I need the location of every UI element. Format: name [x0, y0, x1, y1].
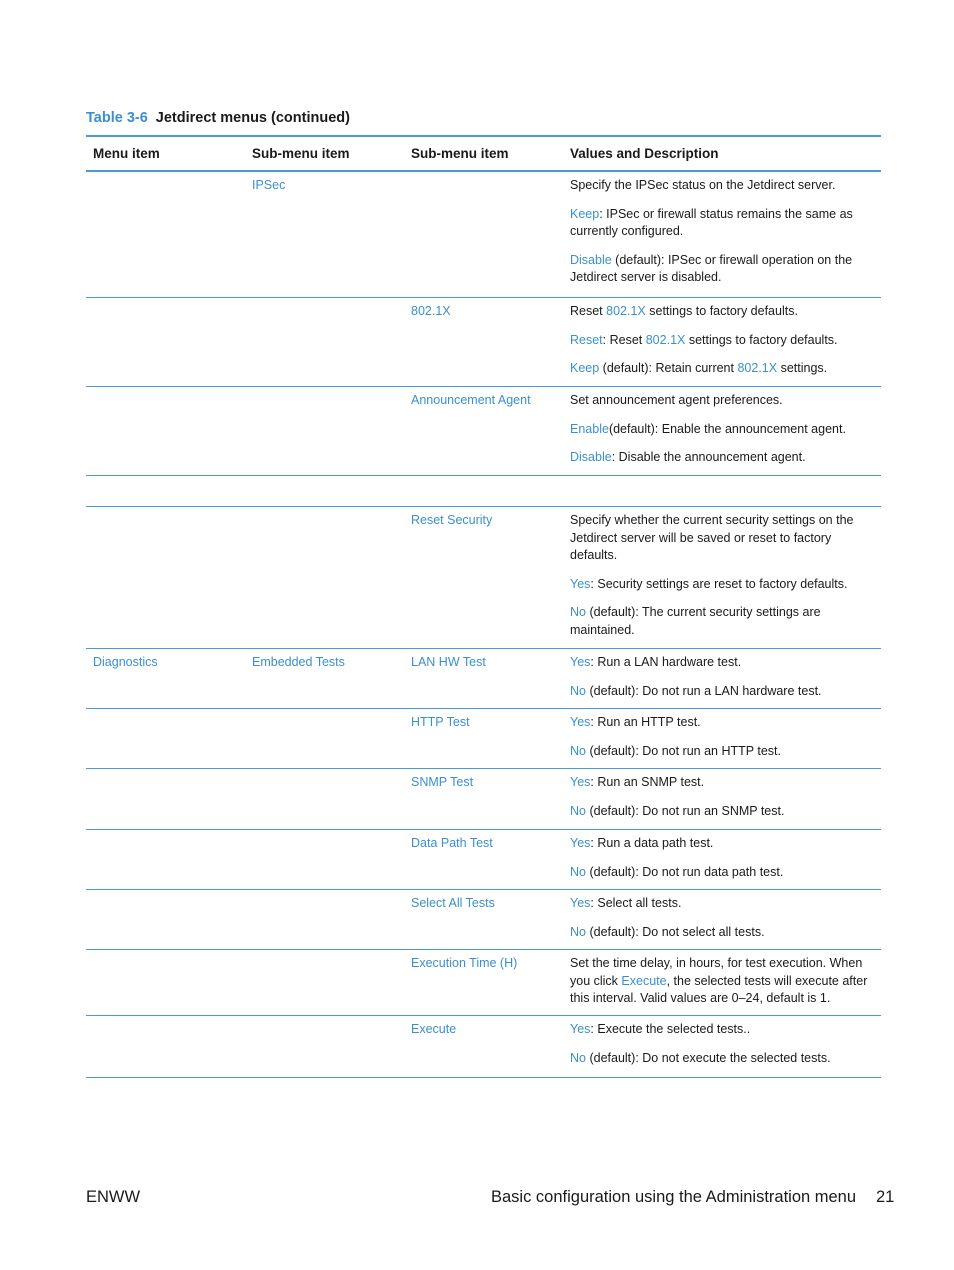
option-link[interactable]: No [570, 924, 586, 939]
sub-menu-item-2-cell-container [404, 1021, 563, 1077]
sub-menu-item-2-cell-container [404, 774, 563, 829]
sub-menu-item-cell-container [245, 1021, 404, 1077]
option-link[interactable]: Disable [570, 252, 612, 267]
description-text: settings to factory defaults. [645, 304, 798, 318]
menu-item-cell-container [86, 895, 245, 949]
description-paragraph [570, 360, 869, 378]
description-paragraph [570, 449, 869, 467]
sub-menu-item-2-cell[interactable]: HTTP Test [411, 715, 470, 729]
description-text: (default): Do not run data path test. [585, 864, 784, 879]
table-row [86, 387, 881, 476]
sub-menu-item-2-cell-container [404, 955, 563, 1015]
description-paragraph [570, 654, 869, 672]
description-text: : Execute the selected tests.. [590, 1022, 751, 1036]
menu-item-cell-container [86, 303, 245, 386]
footer-section-title: Basic configuration using the Administration menu [491, 1188, 857, 1206]
table-caption [86, 110, 350, 126]
sub-menu-item-2-cell-container [404, 835, 563, 889]
description-paragraph [570, 895, 869, 913]
description-paragraph [570, 683, 869, 701]
description-text: (default): Retain current [599, 361, 738, 375]
sub-menu-item-cell-container [245, 177, 404, 297]
menu-item-cell-container [86, 955, 245, 1015]
table-body [86, 172, 881, 1078]
sub-menu-item-cell-container [245, 481, 404, 506]
description-paragraph [570, 512, 869, 565]
sub-menu-item-cell-container [245, 654, 404, 708]
sub-menu-item-2-cell-container [404, 714, 563, 768]
description-text: settings. [777, 361, 828, 375]
description-text: (default): Do not run an HTTP test. [585, 743, 781, 758]
description-paragraph [570, 604, 869, 639]
description-text: (default): Do not select all tests. [585, 924, 765, 939]
description-paragraph [570, 392, 869, 410]
sub-menu-item-2-cell-container [404, 177, 563, 297]
table-row [86, 172, 881, 298]
description-paragraph [570, 955, 869, 1008]
description-cell [563, 1021, 881, 1077]
description-text: , the selected tests will execute after this interval. Valid values are 0–24, default is 1. [570, 973, 868, 1005]
description-text: : Run an HTTP test. [590, 715, 701, 729]
option-link[interactable]: Yes [570, 775, 591, 789]
description-text: : Run a data path test. [590, 836, 714, 850]
table-row [86, 649, 881, 709]
sub-menu-item-2-cell[interactable]: Data Path Test [411, 836, 493, 850]
table-row [86, 950, 881, 1016]
description-text: : Run an SNMP test. [590, 775, 705, 789]
description-text: (default): Enable the announcement agent. [608, 421, 846, 436]
table-number: Table 3-6 [86, 110, 148, 126]
header-menu-item: Menu item [93, 146, 160, 161]
sub-menu-item-cell-container [245, 714, 404, 768]
description-text: Set announcement agent preferences. [570, 393, 783, 407]
description-text: (default): Do not execute the selected tests. [585, 1050, 831, 1065]
description-text: (default): IPSec or firewall operation on the Jetdirect server is disabled. [570, 252, 853, 284]
table-row [86, 890, 881, 950]
table-row [86, 298, 881, 387]
sub-menu-item-2-cell-container [404, 392, 563, 475]
table-row [86, 507, 881, 649]
header-values-description: Values and Description [570, 146, 719, 161]
sub-menu-item-2-cell-container [404, 303, 563, 386]
sub-menu-item-2-cell[interactable]: LAN HW Test [411, 655, 486, 669]
description-paragraph [570, 177, 869, 195]
sub-menu-item-cell-container [245, 895, 404, 949]
description-text: Set the time delay, in hours, for test execution. When you click [570, 956, 863, 988]
description-paragraph [570, 864, 869, 882]
option-link[interactable]: Enable [570, 421, 609, 436]
option-link[interactable]: No [570, 743, 586, 758]
description-paragraph [570, 252, 869, 287]
table-row [86, 830, 881, 890]
description-cell [563, 654, 881, 708]
sub-menu-item-cell-container [245, 774, 404, 829]
option-link[interactable]: 802.1X [606, 304, 646, 318]
sub-menu-item-2-cell[interactable]: Reset Security [411, 513, 493, 527]
option-link[interactable]: No [570, 683, 586, 698]
description-paragraph [570, 924, 869, 942]
option-link[interactable]: No [570, 605, 586, 619]
description-paragraph [570, 803, 869, 821]
description-paragraph [570, 743, 869, 761]
description-text: Reset [570, 304, 607, 318]
option-link[interactable]: Keep [570, 206, 600, 221]
description-paragraph [570, 835, 869, 853]
description-text: Specify the IPSec status on the Jetdirect server. [570, 178, 836, 192]
sub-menu-item-2-cell-container [404, 654, 563, 708]
sub-menu-item-cell-container [245, 955, 404, 1015]
description-paragraph [570, 303, 869, 321]
menu-item-cell[interactable]: Diagnostics [93, 655, 158, 669]
option-link[interactable]: No [570, 803, 586, 818]
menu-item-cell-container [86, 654, 245, 708]
footer-left: ENWW [86, 1188, 141, 1206]
menu-item-cell-container [86, 392, 245, 475]
description-cell [563, 835, 881, 889]
sub-menu-item-cell-container [245, 303, 404, 386]
option-link[interactable]: No [570, 1050, 586, 1065]
option-link[interactable]: Yes [570, 896, 591, 910]
description-text: : Reset [602, 332, 646, 347]
option-link[interactable]: Yes [570, 1022, 591, 1036]
description-paragraph [570, 1050, 869, 1068]
description-cell [563, 392, 881, 475]
description-paragraph [570, 421, 869, 439]
jetdirect-menus-table [86, 135, 881, 1078]
sub-menu-item-2-cell-container [404, 895, 563, 949]
table-row [86, 1016, 881, 1078]
description-cell [563, 481, 881, 506]
sub-menu-item-2-cell[interactable]: Select All Tests [411, 896, 495, 910]
description-cell [563, 512, 881, 648]
option-link[interactable]: Keep [570, 361, 600, 375]
description-text: : Run a LAN hardware test. [590, 655, 742, 669]
description-text: (default): The current security settings are maintained. [570, 605, 821, 637]
page-number: 21 [876, 1188, 895, 1206]
sub-menu-item-2-cell[interactable]: Announcement Agent [411, 393, 531, 407]
description-text: (default): Do not run a LAN hardware test. [585, 683, 822, 698]
option-link[interactable]: 802.1X [737, 361, 778, 375]
description-paragraph [570, 332, 869, 350]
description-cell [563, 774, 881, 829]
option-link[interactable]: 802.1X [645, 332, 686, 347]
menu-item-cell-container [86, 1021, 245, 1077]
description-paragraph [570, 714, 869, 732]
option-link[interactable]: Yes [570, 576, 591, 591]
description-text: : Security settings are reset to factory defaults. [590, 576, 848, 591]
option-link[interactable]: Disable [570, 450, 612, 464]
description-text: : Disable the announcement agent. [611, 450, 806, 464]
description-text: (default): Do not run an SNMP test. [585, 803, 785, 818]
description-paragraph [570, 206, 869, 241]
menu-item-cell-container [86, 835, 245, 889]
sub-menu-item-2-cell[interactable]: 802.1X [411, 304, 451, 318]
table-row [86, 769, 881, 830]
sub-menu-item-cell[interactable]: Embedded Tests [252, 655, 345, 669]
option-link[interactable]: Reset [570, 332, 603, 347]
sub-menu-item-2-cell-container [404, 512, 563, 648]
description-paragraph [570, 774, 869, 792]
sub-menu-item-2-cell[interactable]: Execution Time (H) [411, 956, 518, 970]
menu-item-cell-container [86, 714, 245, 768]
table-row [86, 709, 881, 769]
option-link[interactable]: Yes [570, 836, 591, 850]
description-text: : IPSec or firewall status remains the same as currently configured. [570, 206, 853, 238]
menu-item-cell-container [86, 481, 245, 506]
header-sub-menu-item-2: Sub-menu item [411, 146, 509, 161]
description-cell [563, 895, 881, 949]
description-cell [563, 714, 881, 768]
sub-menu-item-cell-container [245, 835, 404, 889]
description-text: settings to factory defaults. [685, 332, 838, 347]
description-text: Specify whether the current security settings on the Jetdirect server will be saved or reset to factory defaults. [570, 513, 854, 562]
sub-menu-item-cell-container [245, 512, 404, 648]
sub-menu-item-2-cell-container [404, 481, 563, 506]
description-paragraph [570, 1021, 869, 1039]
description-cell [563, 177, 881, 297]
option-link[interactable]: Execute [621, 973, 667, 988]
menu-item-cell-container [86, 774, 245, 829]
header-sub-menu-item-1: Sub-menu item [252, 146, 350, 161]
table-header-row [86, 137, 881, 172]
option-link[interactable]: Yes [570, 715, 591, 729]
table-title: Jetdirect menus (continued) [155, 110, 350, 126]
menu-item-cell-container [86, 177, 245, 297]
description-text: : Select all tests. [590, 896, 682, 910]
description-paragraph [570, 576, 869, 594]
sub-menu-item-cell-container [245, 392, 404, 475]
table-row [86, 476, 881, 507]
description-cell [563, 955, 881, 1015]
option-link[interactable]: Yes [570, 655, 591, 669]
option-link[interactable]: No [570, 864, 586, 879]
description-cell [563, 303, 881, 386]
sub-menu-item-2-cell[interactable]: SNMP Test [411, 775, 474, 789]
menu-item-cell-container [86, 512, 245, 648]
sub-menu-item-2-cell[interactable]: Execute [411, 1022, 457, 1036]
sub-menu-item-cell[interactable]: IPSec [252, 178, 286, 192]
